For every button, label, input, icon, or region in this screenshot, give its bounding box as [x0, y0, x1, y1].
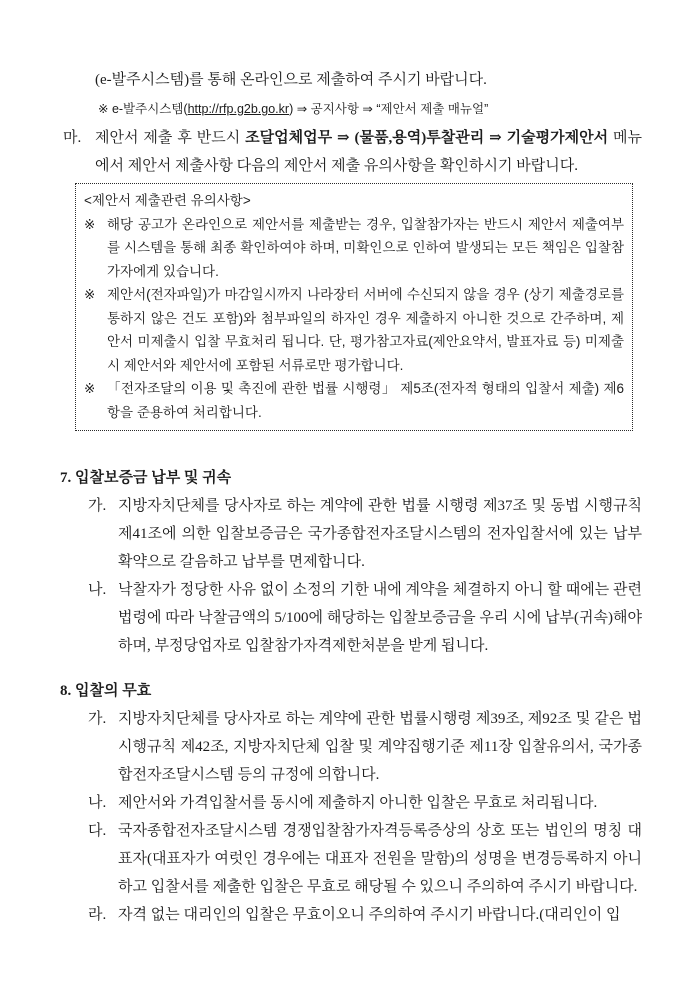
list-item — [88, 901, 642, 929]
list-item-text — [95, 124, 642, 180]
reference-mark-icon: ※ — [84, 287, 96, 302]
list-item-marker: 나. — [88, 795, 107, 811]
notice-box-title: <제안서 제출관련 유의사항> — [84, 193, 251, 208]
list-item — [88, 789, 642, 817]
list-item-marker: 나. — [88, 582, 107, 598]
intro-continuation-line: (e-발주시스템)를 통해 온라인으로 제출하여 주시기 바랍니다. — [95, 72, 487, 88]
section-8-title: 8. 입찰의 무효 — [60, 683, 152, 699]
list-item — [88, 492, 642, 576]
list-item-marker: 마. — [63, 130, 82, 146]
list-item-marker: 가. — [88, 498, 107, 514]
list-item — [88, 817, 642, 901]
note-suffix: ) ⇒ 공지사항 ⇒ “제안서 제출 매뉴얼” — [289, 102, 489, 116]
list-item-text: 제안서와 가격입찰서를 동시에 제출하지 아니한 입찰은 무효로 처리됩니다. — [118, 795, 598, 811]
list-item-text: 국자종합전자조달시스템 경쟁입찰참가자격등록증상의 상호 또는 법인의 명칭 대표자(대표자가 여럿인 경우에는 대표자 전원을 말함)의 성명을 변경등록하지 아니하고 입찰서를 제출한 입찰은 무효로 해당될 수 있으니 주의하여 주시기 바랍니다. — [118, 823, 642, 895]
notice-item — [84, 283, 624, 377]
notice-item — [84, 213, 624, 284]
list-item-text: 낙찰자가 정당한 사유 없이 소정의 기한 내에 계약을 체결하지 아니 할 때에는 관련 법령에 따라 낙찰금액의 5/100에 해당하는 입찰보증금을 우리 시에 납부(귀속)해야 하며, 부정당업자로 입찰참가자격제한처분을 받게 됩니다. — [118, 582, 642, 654]
section-7-title: 7. 입찰보증금 납부 및 귀속 — [60, 470, 232, 486]
ma-text-normal: 제안서 제출 후 반드시 — [95, 130, 246, 146]
notice-item-text: 해당 공고가 온라인으로 제안서를 제출받는 경우, 입찰참가자는 반드시 제안서 제출여부를 시스템을 통해 최종 확인하여야 하며, 미확인으로 인하여 발생되는 모든 책임은 입찰참가자에게 있습니다. — [107, 216, 624, 279]
reference-mark-icon: ※ — [84, 381, 96, 396]
notice-box — [75, 183, 633, 431]
ma-text-bold-menu-path: 조달업체업무 ⇒ (물품,용역)투찰관리 ⇒ 기술평가제안서 — [245, 130, 609, 146]
notice-item — [84, 377, 624, 424]
list-item-text: 지방자치단체를 당사자로 하는 계약에 관한 법률 시행령 제37조 및 동법 시행규칙 제41조에 의한 입찰보증금은 국가종합전자조달시스템의 전자입찰서에 있는 납부 확약으로 갈음하고 납부를 면제합니다. — [118, 498, 642, 570]
list-item-ma — [63, 124, 642, 180]
ma-text-tail: 메뉴에서 제안서 제출사항 다음의 제안서 제출 유의사항을 확인하시기 바랍니다. — [95, 130, 642, 174]
section-bid-invalidity — [60, 677, 642, 929]
list-item-marker: 라. — [88, 907, 107, 923]
list-item-marker: 가. — [88, 711, 107, 727]
list-item — [88, 576, 642, 660]
reference-note-line — [98, 94, 642, 124]
intro-block — [60, 66, 642, 180]
notice-item-text: 제안서(전자파일)가 마감일시까지 나라장터 서버에 수신되지 않을 경우 (상기 제출경로를 통하지 않은 건도 포함)와 첨부파일의 하자인 경우 제출하지 아니한 것으로 간주하며, 제안서 미제출시 입찰 무효처리 됩니다. 단, 평가참고자료(제안요약서, 발표자료 등) 미제출시 제안서와 제안서에 포함된 서류로만 평가합니다. — [107, 287, 624, 373]
notice-item-text: 「전자조달의 이용 및 촉진에 관한 법률 시행령」 제5조(전자적 형태의 입찰서 제출) 제6항을 준용하여 처리합니다. — [107, 381, 624, 420]
list-item — [88, 705, 642, 789]
reference-mark-icon: ※ — [84, 216, 96, 232]
note-prefix: ※ e-발주시스템( — [98, 102, 188, 116]
list-item-text: 지방자치단체를 당사자로 하는 계약에 관한 법률시행령 제39조, 제92조 및 같은 법 시행규칙 제42조, 지방자치단체 입찰 및 계약집행기준 제11장 입찰유의서, 국가종합전자조달시스템 등의 규정에 의합니다. — [118, 711, 642, 783]
list-item-marker: 다. — [88, 823, 107, 839]
section-bid-bond — [60, 464, 642, 660]
list-item-text: 자격 없는 대리인의 입찰은 무효이오니 주의하여 주시기 바랍니다.(대리인이 입 — [118, 907, 621, 923]
rfp-url-link[interactable]: http://rfp.g2b.go.kr — [187, 102, 290, 116]
